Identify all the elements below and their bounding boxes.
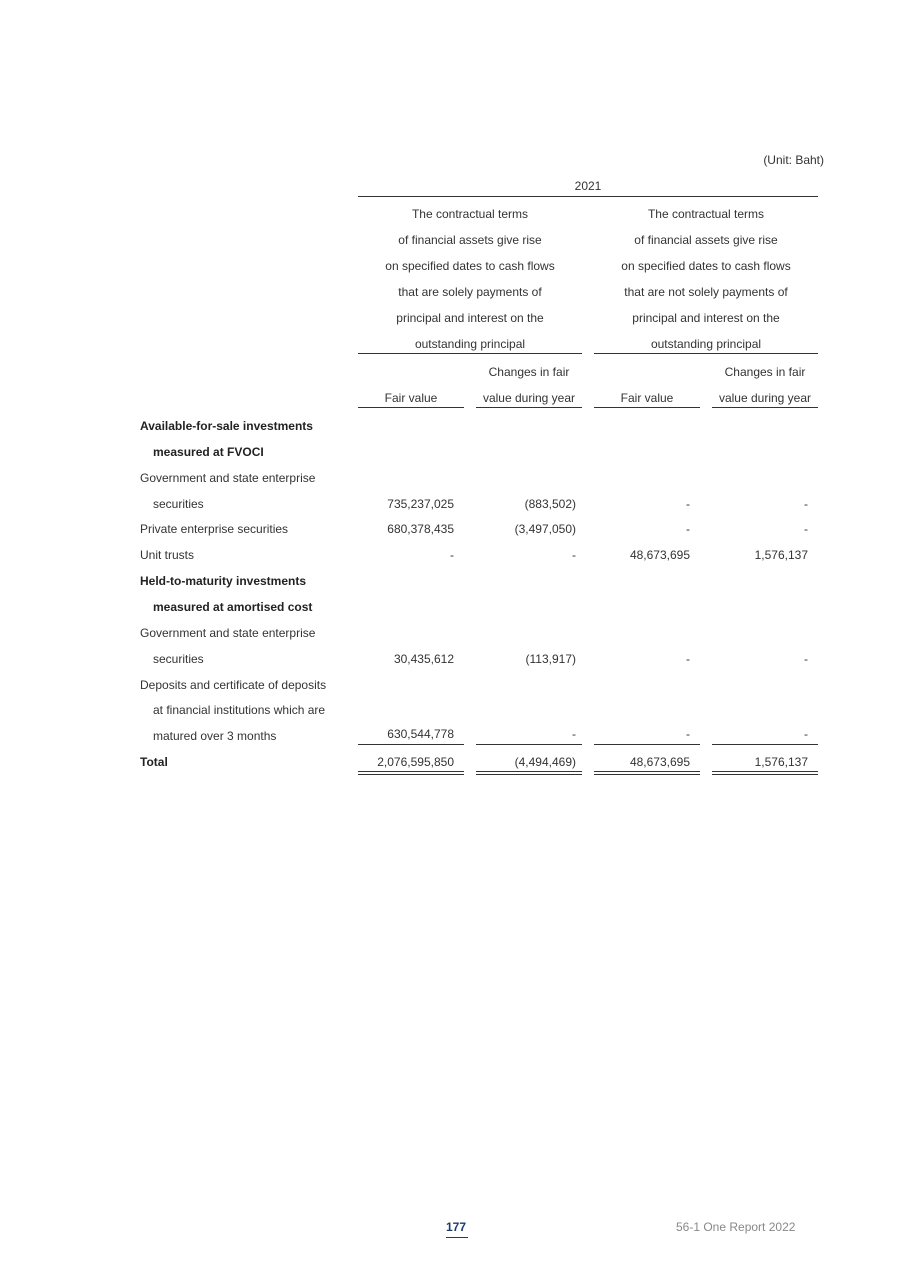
cell-change-1: (3,497,050) bbox=[514, 522, 576, 536]
row-label: at financial institutions which are bbox=[153, 703, 326, 717]
col2-header-underline bbox=[476, 407, 582, 408]
col2-header-line1: Changes in fair bbox=[488, 365, 570, 379]
col4-header-underline bbox=[712, 407, 818, 408]
cell-fair-value-1: 680,378,435 bbox=[387, 522, 454, 536]
total-double-underline-2 bbox=[476, 771, 582, 775]
row-label: measured at FVOCI bbox=[153, 445, 264, 459]
group2-heading-line1: The contractual terms bbox=[647, 207, 765, 221]
row-label: Available-for-sale investments bbox=[140, 419, 313, 433]
group2-heading-line4: that are not solely payments of bbox=[624, 285, 788, 299]
group2-heading-line2: of financial assets give rise bbox=[634, 233, 778, 247]
total-double-underline-4 bbox=[712, 771, 818, 775]
cell-fair-value-2: - bbox=[686, 497, 690, 511]
year-underline bbox=[358, 196, 818, 197]
group1-heading-line4: that are solely payments of bbox=[398, 285, 542, 299]
cell-change-2: - bbox=[804, 652, 808, 666]
col4-header-line1: Changes in fair bbox=[724, 365, 806, 379]
cell-fair-value-1: 735,237,025 bbox=[387, 497, 454, 511]
total-fair-value-1: 2,076,595,850 bbox=[377, 755, 454, 769]
total-change-1: (4,494,469) bbox=[514, 755, 576, 769]
row-label: Unit trusts bbox=[140, 548, 195, 562]
cell-change-1: (113,917) bbox=[525, 652, 576, 666]
cell-change-1: - bbox=[572, 727, 576, 741]
cell-fair-value-2: 48,673,695 bbox=[629, 548, 690, 562]
row-label: Government and state enterprise bbox=[140, 471, 316, 485]
group1-heading-line3: on specified dates to cash flows bbox=[385, 259, 555, 273]
group1-underline bbox=[358, 353, 582, 354]
page-number: 177 bbox=[445, 1220, 467, 1234]
group1-heading-line1: The contractual terms bbox=[411, 207, 529, 221]
col3-header-underline bbox=[594, 407, 700, 408]
report-name: 56-1 One Report 2022 bbox=[676, 1220, 796, 1234]
col2-header-line2: value during year bbox=[482, 391, 576, 405]
group1-heading-line6: outstanding principal bbox=[414, 337, 526, 351]
cell-change-1: (883,502) bbox=[524, 497, 576, 511]
subtotal-line-3 bbox=[594, 744, 700, 745]
subtotal-line-4 bbox=[712, 744, 818, 745]
total-label: Total bbox=[140, 755, 168, 769]
row-label: measured at amortised cost bbox=[153, 600, 313, 614]
cell-change-2: - bbox=[804, 727, 808, 741]
cell-fair-value-1: - bbox=[450, 548, 454, 562]
cell-change-2: 1,576,137 bbox=[754, 548, 808, 562]
subtotal-line-2 bbox=[476, 744, 582, 745]
col4-header-line2: value during year bbox=[718, 391, 812, 405]
total-double-underline-1 bbox=[358, 771, 464, 775]
row-label: securities bbox=[153, 497, 204, 511]
row-label: securities bbox=[153, 652, 204, 666]
col1-header-underline bbox=[358, 407, 464, 408]
group2-heading-line3: on specified dates to cash flows bbox=[621, 259, 791, 273]
cell-change-2: - bbox=[804, 497, 808, 511]
cell-fair-value-1: 630,544,778 bbox=[387, 727, 454, 741]
group1-heading-line2: of financial assets give rise bbox=[398, 233, 542, 247]
total-change-2: 1,576,137 bbox=[754, 755, 808, 769]
unit-label: (Unit: Baht) bbox=[763, 153, 824, 167]
row-label: Government and state enterprise bbox=[140, 626, 316, 640]
col3-header: Fair value bbox=[620, 391, 674, 405]
cell-fair-value-1: 30,435,612 bbox=[393, 652, 454, 666]
cell-change-2: - bbox=[804, 522, 808, 536]
cell-fair-value-2: - bbox=[686, 727, 690, 741]
cell-fair-value-2: - bbox=[686, 522, 690, 536]
group2-underline bbox=[594, 353, 818, 354]
group2-heading-line5: principal and interest on the bbox=[632, 311, 780, 325]
row-label: matured over 3 months bbox=[153, 729, 277, 743]
group1-heading-line5: principal and interest on the bbox=[396, 311, 544, 325]
row-label: Held-to-maturity investments bbox=[140, 574, 307, 588]
cell-change-1: - bbox=[572, 548, 576, 562]
subtotal-line-1 bbox=[358, 744, 464, 745]
total-fair-value-2: 48,673,695 bbox=[629, 755, 690, 769]
row-label: Deposits and certificate of deposits bbox=[140, 678, 327, 692]
row-label: Private enterprise securities bbox=[140, 522, 289, 536]
page-number-underline bbox=[446, 1237, 468, 1238]
col1-header: Fair value bbox=[384, 391, 438, 405]
total-double-underline-3 bbox=[594, 771, 700, 775]
year-header: 2021 bbox=[574, 179, 602, 193]
group2-heading-line6: outstanding principal bbox=[650, 337, 762, 351]
cell-fair-value-2: - bbox=[686, 652, 690, 666]
